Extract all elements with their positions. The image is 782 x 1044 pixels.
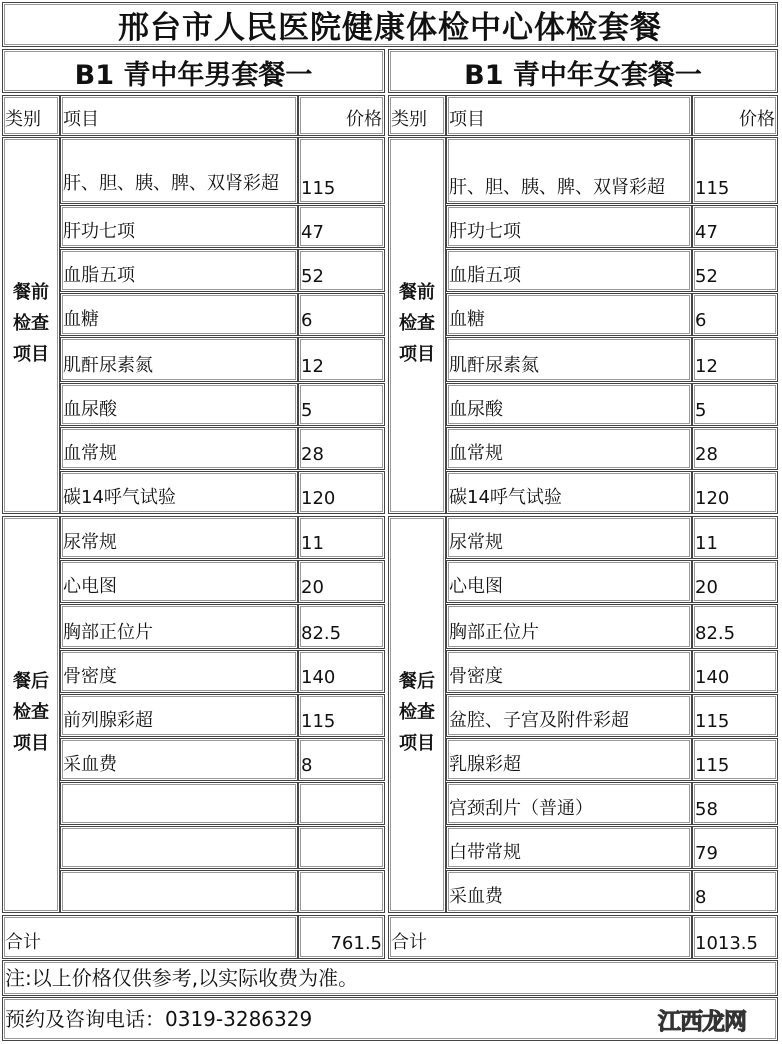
item-name: 肝功七项 [446, 205, 692, 248]
total-label: 合计 [2, 915, 298, 959]
item-price: 11 [298, 516, 385, 559]
note: 注:以上价格仅供参考,以实际收费为准。 [2, 960, 778, 996]
item-name: 血脂五项 [446, 249, 692, 292]
header-category: 类别 [2, 95, 60, 136]
item-name: 胸部正位片 [60, 604, 298, 649]
total-label: 合计 [388, 915, 692, 959]
item-price: 58 [692, 782, 778, 825]
item-price [298, 782, 385, 825]
item-name: 盆腔、子宫及附件彩超 [446, 694, 692, 737]
item-name: 采血费 [446, 870, 692, 913]
item-price: 140 [298, 650, 385, 693]
category-pre-meal: 餐前检查项目 [388, 137, 446, 514]
item-price: 115 [298, 137, 385, 204]
item-price: 115 [692, 694, 778, 737]
category-post-meal: 餐后检查项目 [2, 516, 60, 913]
item-price: 82.5 [298, 604, 385, 649]
item-price: 12 [298, 337, 385, 382]
item-name: 碳14呼气试验 [60, 471, 298, 514]
item-name: 血脂五项 [60, 249, 298, 292]
item-price: 8 [692, 870, 778, 913]
item-name [60, 826, 298, 869]
item-name: 肝、胆、胰、脾、双肾彩超 [446, 137, 692, 204]
header-item: 项目 [446, 95, 692, 136]
item-name: 血糖 [60, 293, 298, 336]
item-price: 20 [298, 560, 385, 603]
item-price: 5 [298, 383, 385, 426]
item-name: 宫颈刮片（普通） [446, 782, 692, 825]
item-price: 20 [692, 560, 778, 603]
package-title: B1 青中年男套餐一 [2, 49, 385, 93]
item-price: 5 [692, 383, 778, 426]
item-price: 79 [692, 826, 778, 869]
item-price: 120 [692, 471, 778, 514]
item-price: 28 [692, 427, 778, 470]
item-name: 血尿酸 [60, 383, 298, 426]
item-price: 11 [692, 516, 778, 559]
item-price: 8 [298, 738, 385, 781]
item-name: 白带常规 [446, 826, 692, 869]
item-name: 血常规 [60, 427, 298, 470]
item-name: 骨密度 [446, 650, 692, 693]
item-price: 12 [692, 337, 778, 382]
category-post-meal: 餐后检查项目 [388, 516, 446, 913]
item-name: 血常规 [446, 427, 692, 470]
item-name: 肝、胆、胰、脾、双肾彩超 [60, 137, 298, 204]
item-price: 120 [298, 471, 385, 514]
header-category: 类别 [388, 95, 446, 136]
item-price: 6 [692, 293, 778, 336]
item-name: 尿常规 [60, 516, 298, 559]
item-name: 碳14呼气试验 [446, 471, 692, 514]
item-price [298, 826, 385, 869]
total-price: 761.5 [298, 915, 385, 959]
phone: 预约及咨询电话：0319-3286329 [2, 997, 778, 1041]
item-price: 28 [298, 427, 385, 470]
item-price: 82.5 [692, 604, 778, 649]
item-price: 47 [298, 205, 385, 248]
item-name: 肌酐尿素氮 [446, 337, 692, 382]
page-title: 邢台市人民医院健康体检中心体检套餐 [2, 2, 778, 47]
item-name [60, 782, 298, 825]
item-name: 乳腺彩超 [446, 738, 692, 781]
item-name: 前列腺彩超 [60, 694, 298, 737]
item-price: 115 [692, 137, 778, 204]
item-name: 血尿酸 [446, 383, 692, 426]
item-price: 52 [692, 249, 778, 292]
header-price: 价格 [692, 95, 778, 136]
category-pre-meal: 餐前检查项目 [2, 137, 60, 514]
item-price: 140 [692, 650, 778, 693]
item-name: 血糖 [446, 293, 692, 336]
item-price: 52 [298, 249, 385, 292]
item-name: 心电图 [446, 560, 692, 603]
item-price [298, 870, 385, 913]
item-name: 心电图 [60, 560, 298, 603]
item-name: 胸部正位片 [446, 604, 692, 649]
watermark-logo: 江西龙网 [658, 1009, 746, 1035]
package-title: B1 青中年女套餐一 [388, 49, 778, 93]
total-price: 1013.5 [692, 915, 778, 959]
header-item: 项目 [60, 95, 298, 136]
item-price: 6 [298, 293, 385, 336]
item-price: 115 [298, 694, 385, 737]
item-name: 肌酐尿素氮 [60, 337, 298, 382]
header-price: 价格 [298, 95, 385, 136]
item-name: 尿常规 [446, 516, 692, 559]
item-name: 肝功七项 [60, 205, 298, 248]
item-name: 骨密度 [60, 650, 298, 693]
item-name: 采血费 [60, 738, 298, 781]
item-name [60, 870, 298, 913]
item-price: 115 [692, 738, 778, 781]
item-price: 47 [692, 205, 778, 248]
